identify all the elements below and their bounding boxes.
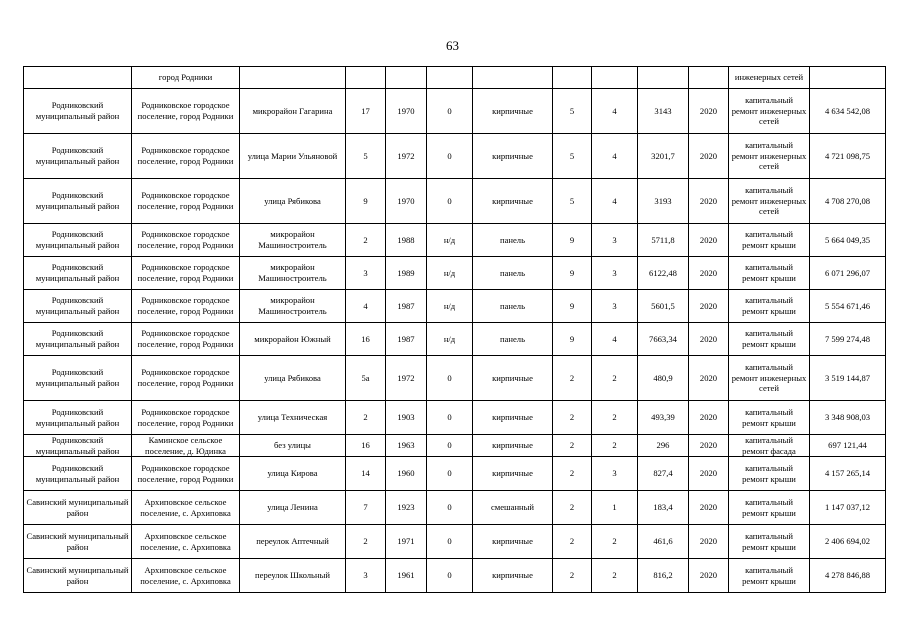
area-cell: 827,4	[638, 457, 689, 491]
page-number: 63	[446, 38, 459, 53]
settlement-cell: Родниковское городское поселение, город Родники	[132, 323, 240, 356]
cost-cell: 4 634 542,08	[810, 89, 886, 134]
house-number-cell: 14	[346, 457, 386, 491]
settlement-cell: Родниковское городское поселение, город Родники	[132, 89, 240, 134]
year-built-cell: 1903	[386, 401, 427, 435]
wall-material-cell	[473, 67, 553, 89]
overhaul-year-cell: н/д	[427, 257, 473, 290]
table-row-continued	[24, 67, 886, 89]
entrances-cell: 3	[592, 290, 638, 323]
entrances-cell: 2	[592, 356, 638, 401]
overhaul-year-cell: 0	[427, 559, 473, 593]
table-row	[24, 89, 886, 134]
district-cell: Савинский муниципальный район	[24, 559, 132, 593]
street-cell: улица Ленина	[240, 491, 346, 525]
street-cell: улица Рябикова	[240, 356, 346, 401]
floors-cell: 9	[553, 323, 592, 356]
settlement-cell: Архиповское сельское поселение, с. Архиповка	[132, 491, 240, 525]
entrances-cell: 3	[592, 224, 638, 257]
cost-cell: 697 121,44	[810, 435, 886, 457]
table-row	[24, 323, 886, 356]
area-cell: 480,9	[638, 356, 689, 401]
street-cell: улица Рябикова	[240, 179, 346, 224]
cost-cell	[810, 67, 886, 89]
area-cell: 183,4	[638, 491, 689, 525]
year-built-cell: 1988	[386, 224, 427, 257]
plan-year-cell: 2020	[689, 356, 729, 401]
table-row	[24, 134, 886, 179]
house-number-cell: 16	[346, 435, 386, 457]
entrances-cell: 4	[592, 134, 638, 179]
entrances-cell: 4	[592, 323, 638, 356]
overhaul-year-cell: 0	[427, 356, 473, 401]
table-row	[24, 356, 886, 401]
year-built-cell: 1970	[386, 89, 427, 134]
plan-year-cell: 2020	[689, 559, 729, 593]
house-number-cell: 7	[346, 491, 386, 525]
repair-type-cell: капитальный ремонт крыши	[729, 525, 810, 559]
overhaul-year-cell: 0	[427, 89, 473, 134]
entrances-cell: 2	[592, 559, 638, 593]
district-cell: Родниковский муниципальный район	[24, 89, 132, 134]
repair-type-cell: капитальный ремонт крыши	[729, 290, 810, 323]
entrances-cell: 2	[592, 435, 638, 457]
plan-year-cell: 2020	[689, 134, 729, 179]
cost-cell: 1 147 037,12	[810, 491, 886, 525]
table-row	[24, 525, 886, 559]
district-cell: Родниковский муниципальный район	[24, 323, 132, 356]
settlement-cell: Родниковское городское поселение, город Родники	[132, 134, 240, 179]
district-cell: Родниковский муниципальный район	[24, 457, 132, 491]
repair-type-cell: капитальный ремонт крыши	[729, 457, 810, 491]
settlement-cell: Родниковское городское поселение, город Родники	[132, 257, 240, 290]
house-number-cell: 2	[346, 401, 386, 435]
entrances-cell: 3	[592, 457, 638, 491]
floors-cell: 2	[553, 491, 592, 525]
overhaul-year-cell: 0	[427, 457, 473, 491]
house-number-cell: 2	[346, 224, 386, 257]
year-built-cell: 1961	[386, 559, 427, 593]
plan-year-cell: 2020	[689, 435, 729, 457]
settlement-cell: Каминское сельское поселение, д. Юдинка	[132, 435, 240, 457]
repair-type-cell: капитальный ремонт крыши	[729, 491, 810, 525]
repair-type-cell: капитальный ремонт фасада	[729, 435, 810, 457]
year-built-cell	[386, 67, 427, 89]
repair-type-cell: капитальный ремонт крыши	[729, 401, 810, 435]
plan-year-cell: 2020	[689, 491, 729, 525]
floors-cell: 9	[553, 257, 592, 290]
house-number-cell	[346, 67, 386, 89]
district-cell	[24, 67, 132, 89]
house-number-cell: 9	[346, 179, 386, 224]
street-cell: улица Марии Ульяновой	[240, 134, 346, 179]
entrances-cell: 2	[592, 401, 638, 435]
house-number-cell: 5а	[346, 356, 386, 401]
street-cell: микрорайон Машиностроитель	[240, 290, 346, 323]
repair-type-cell: капитальный ремонт инженерных сетей	[729, 89, 810, 134]
wall-material-cell: кирпичные	[473, 134, 553, 179]
street-cell: микрорайон Машиностроитель	[240, 257, 346, 290]
settlement-cell: Родниковское городское поселение, город Родники	[132, 290, 240, 323]
table-row	[24, 457, 886, 491]
wall-material-cell: панель	[473, 257, 553, 290]
table-row	[24, 224, 886, 257]
area-cell: 493,39	[638, 401, 689, 435]
cost-cell: 5 664 049,35	[810, 224, 886, 257]
settlement-cell: Родниковское городское поселение, город Родники	[132, 356, 240, 401]
floors-cell	[553, 67, 592, 89]
district-cell: Савинский муниципальный район	[24, 491, 132, 525]
street-cell: без улицы	[240, 435, 346, 457]
area-cell: 7663,34	[638, 323, 689, 356]
settlement-cell: Родниковское городское поселение, город Родники	[132, 401, 240, 435]
wall-material-cell: кирпичные	[473, 401, 553, 435]
wall-material-cell: кирпичные	[473, 457, 553, 491]
repair-type-cell: капитальный ремонт инженерных сетей	[729, 179, 810, 224]
entrances-cell: 1	[592, 491, 638, 525]
cost-cell: 5 554 671,46	[810, 290, 886, 323]
wall-material-cell: панель	[473, 290, 553, 323]
house-number-cell: 2	[346, 525, 386, 559]
repair-type-cell: капитальный ремонт инженерных сетей	[729, 356, 810, 401]
floors-cell: 2	[553, 457, 592, 491]
cost-cell: 7 599 274,48	[810, 323, 886, 356]
settlement-cell: Архиповское сельское поселение, с. Архиповка	[132, 525, 240, 559]
overhaul-year-cell: 0	[427, 401, 473, 435]
area-cell: 461,6	[638, 525, 689, 559]
plan-year-cell	[689, 67, 729, 89]
district-cell: Родниковский муниципальный район	[24, 224, 132, 257]
settlement-cell: Родниковское городское поселение, город Родники	[132, 224, 240, 257]
street-cell: переулок Аптечный	[240, 525, 346, 559]
year-built-cell: 1987	[386, 323, 427, 356]
floors-cell: 5	[553, 134, 592, 179]
overhaul-year-cell: 0	[427, 134, 473, 179]
house-number-cell: 3	[346, 559, 386, 593]
house-number-cell: 16	[346, 323, 386, 356]
overhaul-year-cell: н/д	[427, 323, 473, 356]
district-cell: Родниковский муниципальный район	[24, 290, 132, 323]
house-number-cell: 4	[346, 290, 386, 323]
area-cell: 5711,8	[638, 224, 689, 257]
cost-cell: 4 157 265,14	[810, 457, 886, 491]
street-cell: микрорайон Южный	[240, 323, 346, 356]
entrances-cell: 3	[592, 257, 638, 290]
cost-cell: 3 519 144,87	[810, 356, 886, 401]
table-row	[24, 290, 886, 323]
wall-material-cell: кирпичные	[473, 356, 553, 401]
table-row	[24, 435, 886, 457]
year-built-cell: 1972	[386, 356, 427, 401]
repair-type-cell: капитальный ремонт крыши	[729, 559, 810, 593]
floors-cell: 9	[553, 290, 592, 323]
area-cell: 6122,48	[638, 257, 689, 290]
plan-year-cell: 2020	[689, 457, 729, 491]
street-cell: улица Кирова	[240, 457, 346, 491]
wall-material-cell: панель	[473, 323, 553, 356]
area-cell: 296	[638, 435, 689, 457]
housing-repair-table	[23, 66, 886, 593]
repair-type-cell: капитальный ремонт крыши	[729, 257, 810, 290]
year-built-cell: 1960	[386, 457, 427, 491]
entrances-cell: 4	[592, 179, 638, 224]
plan-year-cell: 2020	[689, 525, 729, 559]
plan-year-cell: 2020	[689, 224, 729, 257]
year-built-cell: 1987	[386, 290, 427, 323]
plan-year-cell: 2020	[689, 179, 729, 224]
floors-cell: 2	[553, 356, 592, 401]
wall-material-cell: смешанный	[473, 491, 553, 525]
cost-cell: 3 348 908,03	[810, 401, 886, 435]
floors-cell: 2	[553, 435, 592, 457]
street-cell	[240, 67, 346, 89]
district-cell: Савинский муниципальный район	[24, 525, 132, 559]
district-cell: Родниковский муниципальный район	[24, 179, 132, 224]
year-built-cell: 1972	[386, 134, 427, 179]
year-built-cell: 1970	[386, 179, 427, 224]
street-cell: переулок Школьный	[240, 559, 346, 593]
house-number-cell: 3	[346, 257, 386, 290]
district-cell: Родниковский муниципальный район	[24, 134, 132, 179]
table-row	[24, 257, 886, 290]
floors-cell: 5	[553, 179, 592, 224]
wall-material-cell: кирпичные	[473, 89, 553, 134]
street-cell: микрорайон Машиностроитель	[240, 224, 346, 257]
cost-cell: 4 721 098,75	[810, 134, 886, 179]
cost-cell: 4 278 846,88	[810, 559, 886, 593]
wall-material-cell: кирпичные	[473, 179, 553, 224]
floors-cell: 2	[553, 525, 592, 559]
area-cell: 3201,7	[638, 134, 689, 179]
wall-material-cell: кирпичные	[473, 559, 553, 593]
cost-cell: 4 708 270,08	[810, 179, 886, 224]
entrances-cell: 2	[592, 525, 638, 559]
district-cell: Родниковский муниципальный район	[24, 401, 132, 435]
overhaul-year-cell: 0	[427, 179, 473, 224]
plan-year-cell: 2020	[689, 323, 729, 356]
entrances-cell: 4	[592, 89, 638, 134]
repair-type-cell: капитальный ремонт крыши	[729, 224, 810, 257]
area-cell: 5601,5	[638, 290, 689, 323]
floors-cell: 2	[553, 559, 592, 593]
house-number-cell: 5	[346, 134, 386, 179]
table-row	[24, 491, 886, 525]
repair-type-cell: капитальный ремонт инженерных сетей	[729, 134, 810, 179]
plan-year-cell: 2020	[689, 401, 729, 435]
overhaul-year-cell: н/д	[427, 224, 473, 257]
street-cell: микрорайон Гагарина	[240, 89, 346, 134]
repair-type-cell: инженерных сетей	[729, 67, 810, 89]
area-cell	[638, 67, 689, 89]
overhaul-year-cell: н/д	[427, 290, 473, 323]
area-cell: 3143	[638, 89, 689, 134]
table-row	[24, 401, 886, 435]
house-number-cell: 17	[346, 89, 386, 134]
plan-year-cell: 2020	[689, 257, 729, 290]
wall-material-cell: панель	[473, 224, 553, 257]
settlement-cell: Родниковское городское поселение, город Родники	[132, 457, 240, 491]
plan-year-cell: 2020	[689, 89, 729, 134]
overhaul-year-cell: 0	[427, 525, 473, 559]
floors-cell: 2	[553, 401, 592, 435]
district-cell: Родниковский муниципальный район	[24, 435, 132, 457]
overhaul-year-cell: 0	[427, 435, 473, 457]
street-cell: улица Техническая	[240, 401, 346, 435]
wall-material-cell: кирпичные	[473, 435, 553, 457]
wall-material-cell: кирпичные	[473, 525, 553, 559]
table-row	[24, 179, 886, 224]
overhaul-year-cell	[427, 67, 473, 89]
year-built-cell: 1923	[386, 491, 427, 525]
settlement-cell: Родниковское городское поселение, город Родники	[132, 179, 240, 224]
year-built-cell: 1989	[386, 257, 427, 290]
area-cell: 816,2	[638, 559, 689, 593]
cost-cell: 6 071 296,07	[810, 257, 886, 290]
year-built-cell: 1963	[386, 435, 427, 457]
overhaul-year-cell: 0	[427, 491, 473, 525]
repair-type-cell: капитальный ремонт крыши	[729, 323, 810, 356]
cost-cell: 2 406 694,02	[810, 525, 886, 559]
plan-year-cell: 2020	[689, 290, 729, 323]
floors-cell: 9	[553, 224, 592, 257]
area-cell: 3193	[638, 179, 689, 224]
settlement-cell: город Родники	[132, 67, 240, 89]
year-built-cell: 1971	[386, 525, 427, 559]
district-cell: Родниковский муниципальный район	[24, 257, 132, 290]
district-cell: Родниковский муниципальный район	[24, 356, 132, 401]
table-row	[24, 559, 886, 593]
settlement-cell: Архиповское сельское поселение, с. Архиповка	[132, 559, 240, 593]
entrances-cell	[592, 67, 638, 89]
floors-cell: 5	[553, 89, 592, 134]
